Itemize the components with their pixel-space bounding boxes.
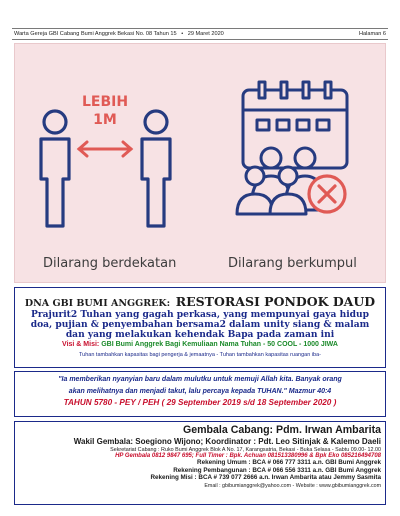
dna-line-1: Prajurit2 Tuhan yang gagah perkasa, yang mempunyai gaya hidup bbox=[31, 309, 369, 320]
dna-title-main: RESTORASI PONDOK DAUD bbox=[175, 294, 376, 309]
prohibited-x-icon bbox=[309, 176, 345, 212]
visi-misi bbox=[15, 341, 385, 348]
visi-text: GBI Bumi Anggrek Bagi Kemuliaan Nama Tuhan - 50 COOL - 1000 JIWA bbox=[101, 341, 338, 348]
capacity-note: Tuhan tambahkan kapasitas bagi pengerja & jemaatnya - Tuhan tambahkan kapasitas ruangan iba- bbox=[79, 352, 321, 358]
distance-arrow-icon bbox=[79, 142, 131, 156]
page-header bbox=[12, 28, 388, 40]
email-website: Email : gbibumianggrek@yahoo.com - Website : www.gbibumianggrek.com bbox=[204, 482, 381, 489]
secretariat-address: Sekretariat Cabang : Ruko Bumi Anggrek Blok A No. 17, Karangsatria, Bekasi - Buka Selasa - Sabtu 09.00- 12.00 bbox=[110, 447, 381, 453]
caption-no-close-contact: Dilarang berdekatan bbox=[43, 256, 177, 271]
pastor-name: Gembala Cabang: Pdm. Irwan Ambarita bbox=[183, 424, 381, 436]
verse-box bbox=[14, 371, 386, 417]
illustration-graphics bbox=[15, 44, 387, 284]
year-theme: TAHUN 5780 - PEY / PEH ( 29 September 2019 s/d 18 September 2020 ) bbox=[63, 398, 337, 407]
distance-label-top: LEBIH bbox=[81, 94, 129, 110]
account-mission: Rekening Misi : BCA # 739 077 2666 a.n. Irwan Ambarita atau Jemmy Sasmita bbox=[150, 474, 381, 482]
person-left-icon bbox=[41, 111, 69, 226]
account-building: Rekening Pembangunan : BCA # 066 556 3311 a.n. GBI Bumi Anggrek bbox=[173, 466, 381, 474]
dna-title bbox=[15, 291, 385, 310]
visi-label: Visi & Misi: bbox=[62, 341, 100, 348]
dna-box bbox=[14, 287, 386, 368]
caption-no-gathering: Dilarang berkumpul bbox=[228, 256, 357, 271]
dna-title-prefix: DNA GBI BUMI ANGGREK: bbox=[24, 298, 171, 309]
deputy-pastor: Wakil Gembala: Soegiono Wijono; Koordinator : Pdt. Leo Sitinjak & Kalemo Daeli bbox=[73, 437, 381, 446]
social-distancing-illustration bbox=[14, 43, 386, 283]
issue-date: 29 Maret 2020 bbox=[187, 31, 224, 37]
contact-box bbox=[14, 421, 386, 505]
header-separator: • bbox=[181, 31, 184, 37]
header-left bbox=[14, 31, 224, 37]
bulletin-info: Warta Gereja GBI Cabang Bumi Anggrek Bekasi No. 08 Tahun 15 bbox=[14, 31, 177, 37]
verse-line-2: akan melihatnya dan menjadi takut, lalu percaya kepada TUHAN." Mazmur 40:4 bbox=[68, 388, 332, 395]
person-right-icon bbox=[142, 111, 170, 226]
dna-line-2: doa, pujian & penyembahan bersama2 dalam unity siang & malam bbox=[30, 319, 370, 330]
distance-label-bottom: 1M bbox=[93, 112, 117, 128]
dna-line-3: dan yang melakukan kehendak Bapa pada zaman ini bbox=[65, 329, 335, 340]
phone-numbers: HP Gembala 0812 9847 695; Full Timer : Bpk. Achuan 081513380996 & Bpk Eko 085216494708 bbox=[115, 453, 381, 459]
verse-line-1: "Ia memberikan nyanyian baru dalam mulutku untuk memuji Allah kita. Banyak orang bbox=[58, 376, 342, 383]
page-number: Halaman 6 bbox=[358, 31, 386, 37]
account-general: Rekening Umum : BCA # 066 777 3311 a.n. GBI Bumi Anggrek bbox=[197, 459, 381, 466]
